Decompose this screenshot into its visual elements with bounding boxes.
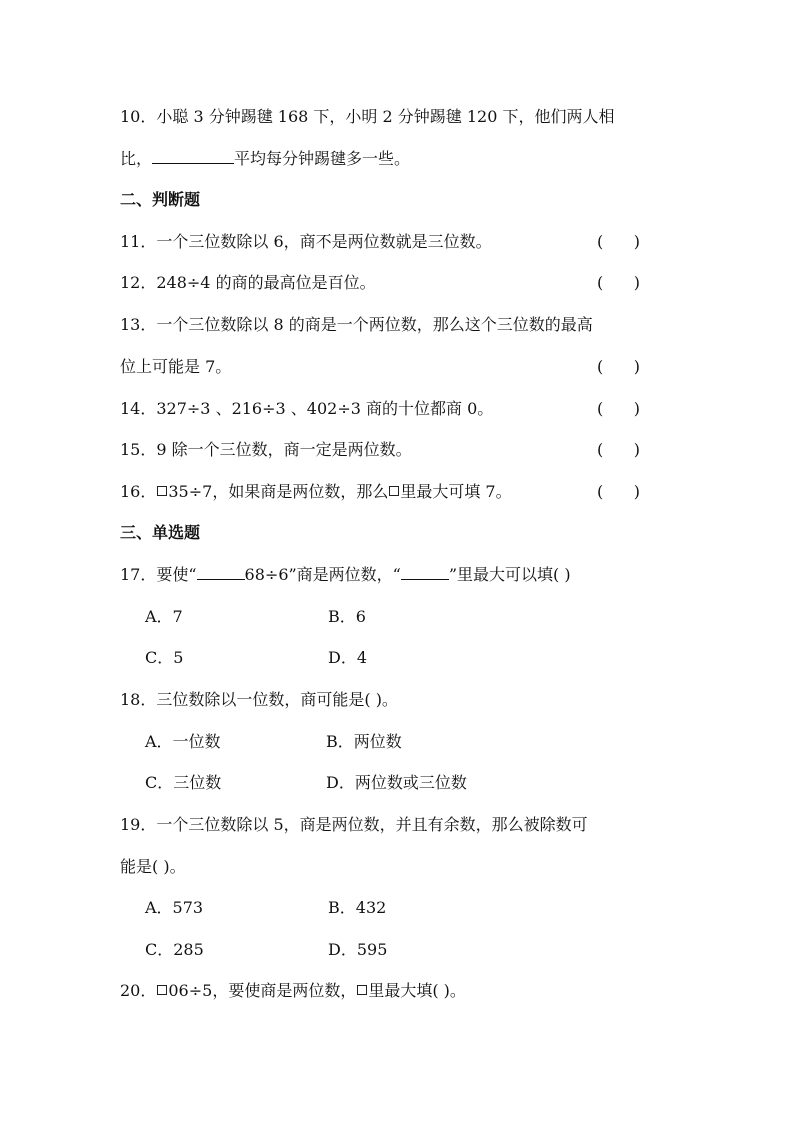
empty-box-icon (157, 985, 167, 995)
question-19-line1: 19．一个三位数除以 5，商是两位数，并且有余数，那么被除数可 (120, 815, 588, 834)
q19-option-a[interactable]: A．573 (145, 898, 204, 917)
question-18: 18．三位数除以一位数，商可能是( )。 (120, 690, 398, 709)
q18-option-c[interactable]: C．三位数 (145, 773, 222, 792)
question-13-line2: 位上可能是 7。 (120, 357, 232, 376)
empty-box-icon (157, 486, 167, 496)
question-20 (120, 980, 466, 1002)
q17-blank-1[interactable] (197, 565, 245, 580)
question-19-line2: 能是( )。 (120, 857, 186, 876)
answer-paren-11[interactable]: ( ) (597, 232, 640, 251)
q10-answer-blank[interactable] (152, 149, 234, 164)
question-16-part1: 35÷7，如果商是两位数，那么 (168, 482, 389, 501)
question-17-pre: 17．要使“ (120, 565, 197, 584)
answer-paren-13[interactable]: ( ) (597, 357, 640, 376)
answer-paren-14[interactable]: ( ) (597, 399, 640, 418)
question-17-post: ”里最大可以填( ) (448, 565, 571, 584)
question-16 (120, 481, 512, 503)
q17-blank-2[interactable] (401, 565, 449, 580)
q10-line2 (120, 148, 410, 170)
question-15: 15．9 除一个三位数，商一定是两位数。 (120, 440, 412, 459)
q19-option-b[interactable]: B．432 (328, 898, 387, 917)
section-heading-choice: 三、单选题 (120, 523, 201, 542)
q17-option-d[interactable]: D．4 (328, 648, 368, 667)
question-11: 11．一个三位数除以 6，商不是两位数就是三位数。 (120, 232, 492, 251)
q18-option-d[interactable]: D．两位数或三位数 (326, 773, 467, 792)
q19-option-c[interactable]: C．285 (145, 940, 204, 959)
empty-box-icon (389, 486, 399, 496)
section-heading-judge: 二、判断题 (120, 190, 201, 209)
q10-line1: 10．小聪 3 分钟踢毽 168 下，小明 2 分钟踢毽 120 下，他们两人相 (120, 107, 615, 126)
question-12: 12．248÷4 的商的最高位是百位。 (120, 273, 376, 292)
question-20-part2: 里最大填( )。 (368, 981, 466, 1000)
question-14: 14．327÷3 、216÷3 、402÷3 商的十位都商 0。 (120, 399, 494, 418)
answer-paren-12[interactable]: ( ) (597, 273, 640, 292)
empty-box-icon (357, 985, 367, 995)
q10-line2-suffix: 平均每分钟踢毽多一些。 (234, 149, 411, 168)
answer-paren-15[interactable]: ( ) (597, 440, 640, 459)
question-16-prefix: 16． (120, 482, 157, 501)
question-16-part2: 里最大可填 7。 (400, 482, 512, 501)
q19-option-d[interactable]: D．595 (328, 940, 388, 959)
q18-option-a[interactable]: A．一位数 (145, 732, 221, 751)
q18-option-b[interactable]: B．两位数 (326, 732, 402, 751)
q10-line2-prefix: 比， (120, 149, 153, 168)
q17-option-b[interactable]: B．6 (328, 607, 366, 626)
question-20-part1: 06÷5，要使商是两位数， (168, 981, 357, 1000)
q17-option-a[interactable]: A．7 (145, 607, 183, 626)
question-20-prefix: 20． (120, 981, 157, 1000)
question-17 (120, 564, 571, 586)
question-13-line1: 13．一个三位数除以 8 的商是一个两位数，那么这个三位数的最高 (120, 315, 593, 334)
question-17-mid: 68÷6”商是两位数，“ (244, 565, 401, 584)
q17-option-c[interactable]: C．5 (145, 648, 184, 667)
answer-paren-16[interactable]: ( ) (597, 482, 640, 501)
